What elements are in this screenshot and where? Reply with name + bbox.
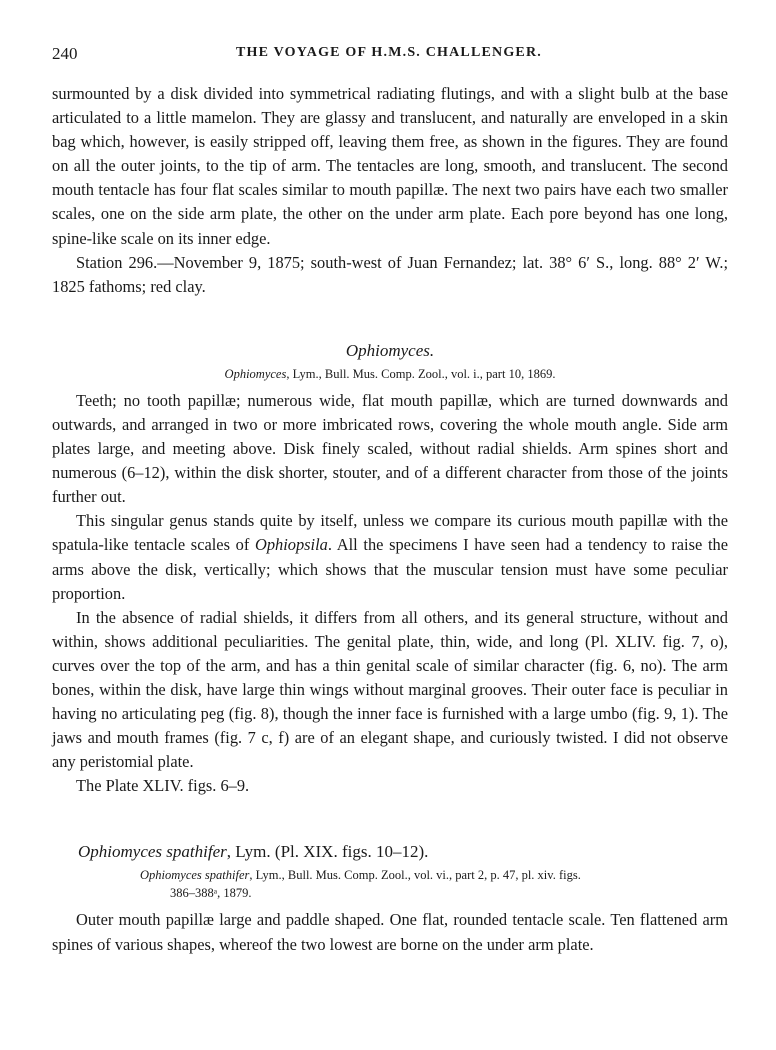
- genus-plate-reference: The Plate XLIV. figs. 6–9.: [76, 776, 250, 796]
- genus-remarks-text-a: This singular genus stands quite by itself, unless we compare its curious mouth papillæ with the spatula-like tentacle scales of: [52, 511, 728, 555]
- genus-remarks-text-b: . All the specimens I have seen had a tendency to raise the arms above the disk, vertically; which shows that the muscular tension must have some peculiar proportion.: [52, 535, 728, 603]
- genus-anatomy-paragraph: In the absence of radial shields, it differs from all others, and its general structure, without and within, shows additional peculiarities. The genital plate, thin, wide, and long (Pl. XLIV. fig. 7, o), curves over the top of the arm, and has a thin genital scale of similar character (fig. 6, no). The arm bones, within the disk, have large thin wings without marginal grooves. Their outer face is peculiar in having no articulating peg (fig. 8), though the inner face is furnished with a large umbo (fig. 9, 1). The jaws and mouth frames (fig. 7 c, f) are of an elegant shape, and curiously twisted. I did not observe any peristomial plate.: [52, 607, 728, 772]
- station-paragraph: Station 296.—November 9, 1875; south-west of Juan Fernandez; lat. 38° 6′ S., long. 88° 2′ W.; 1825 fathoms; red clay.: [52, 252, 728, 296]
- genus-remarks-italic: Ophiopsila: [255, 535, 328, 555]
- genus-reference-citation: , Lym., Bull. Mus. Comp. Zool., vol. i., part 10, 1869.: [286, 366, 556, 381]
- species-heading-name: Ophiomyces spathifer: [78, 842, 227, 862]
- genus-remarks-paragraph: [52, 509, 728, 605]
- running-head: [52, 44, 726, 66]
- species-reference: [52, 866, 728, 902]
- species-reference-name: Ophiomyces spathifer: [140, 868, 250, 883]
- page-number: 240: [52, 44, 78, 63]
- running-title: THE VOYAGE OF H.M.S. CHALLENGER.: [236, 45, 542, 60]
- species-reference-line2: 386–388ᵃ, 1879.: [170, 886, 252, 901]
- genus-reference: [52, 363, 728, 385]
- species-description: Outer mouth papillæ large and paddle shaped. One flat, rounded tentacle scale. Ten flattened arm spines of various shapes, whereof the two lowest are borne on the under arm plate.: [52, 910, 728, 954]
- intro-paragraph: surmounted by a disk divided into symmetrical radiating flutings, and with a slight bulb at the base articulated to a little mamelon. They are glassy and translucent, and naturally are enveloped in a skin bag which, however, is easily stripped off, leaving them free, as shown in the figures. They are found on all the outer joints, to the tip of arm. The tentacles are long, smooth, and translucent. The second mouth tentacle has four flat scales similar to mouth papillæ. The next two pairs have each two smaller scales, one on the side arm plate, the other on the under arm plate. Each pore beyond has one long, spine-like scale on its inner edge.: [52, 84, 728, 248]
- genus-heading: Ophiomyces.: [345, 340, 435, 360]
- species-reference-line1: , Lym., Bull. Mus. Comp. Zool., vol. vi., part 2, p. 47, pl. xiv. figs.: [249, 868, 581, 883]
- species-heading: [52, 840, 728, 864]
- genus-diagnosis-paragraph: Teeth; no tooth papillæ; numerous wide, flat mouth papillæ, which are turned downwards and outwards, and arranged in two or more imbricated rows, covering the whole mouth angle. Side arm plates large, and meeting above. Disk finely scaled, without radial shields. Arm spines short and numerous (6–12), within the disk shorter, stouter, and of a different character from those of the joints further out.: [52, 390, 728, 507]
- page-body: [52, 82, 728, 957]
- genus-reference-name: Ophiomyces: [224, 366, 287, 381]
- species-heading-rest: , Lym. (Pl. XIX. figs. 10–12).: [226, 842, 429, 862]
